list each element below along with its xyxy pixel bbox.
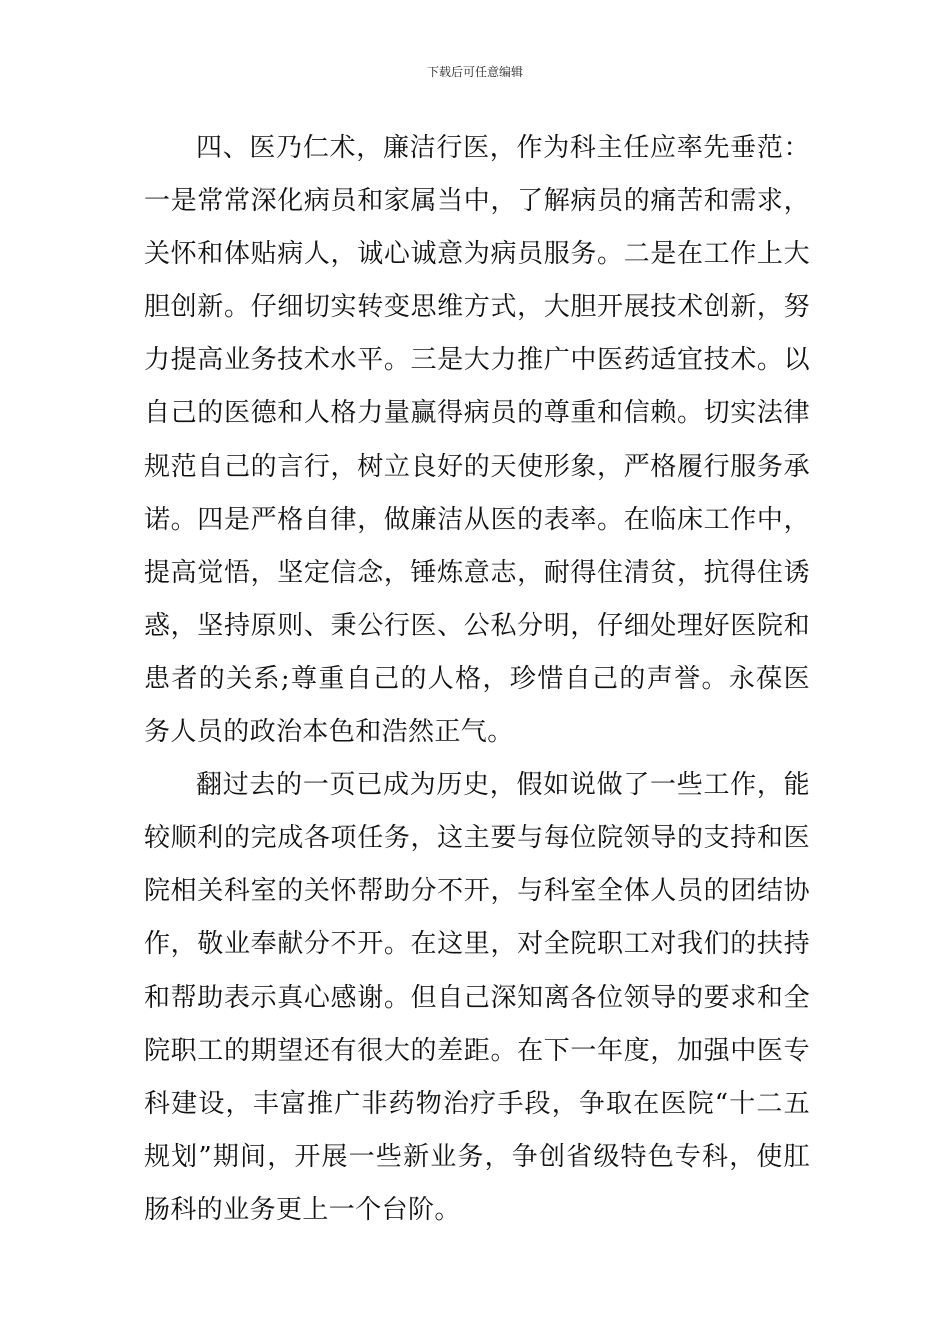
document-body [144,122,810,1237]
page-header: 下载后可任意编辑 [426,65,523,79]
paragraph-1: 四、医乃仁术，廉洁行医，作为科主任应率先垂范：一是常常深化病员和家属当中，了解病员的痛苦和需求，关怀和体贴病人，诚心诚意为病员服务。二是在工作上大胆创新。仔细切实转变思维方式，大胆开展技术创新，努力提高业务技术水平。三是大力推广中医药适宜技术。以自己的医德和人格力量赢得病员的尊重和信赖。切实法律规范自己的言行，树立良好的天使形象，严格履行服务承诺。四是严格自律，做廉洁从医的表率。在临床工作中，提高觉悟，坚定信念，锤炼意志，耐得住清贫，抗得住诱惑，坚持原则、秉公行医、公私分明，仔细处理好医院和患者的关系;尊重自己的人格，珍惜自己的声誉。永葆医务人员的政治本色和浩然正气。 [144,133,810,748]
paragraph-2: 翻过去的一页已成为历史，假如说做了一些工作，能较顺利的完成各项任务，这主要与每位院领导的支持和医院相关科室的关怀帮助分不开，与科室全体人员的团结协作，敬业奉献分不开。在这里，对全院职工对我们的扶持和帮助表示真心感谢。但自己深知离各位领导的要求和全院职工的期望还有很大的差距。在下一年度，加强中医专科建设，丰富推广非药物治疗手段，争取在医院“十二五规划”期间，开展一些新业务，争创省级特色专科，使肛肠科的业务更上一个台阶。 [144,770,810,1225]
